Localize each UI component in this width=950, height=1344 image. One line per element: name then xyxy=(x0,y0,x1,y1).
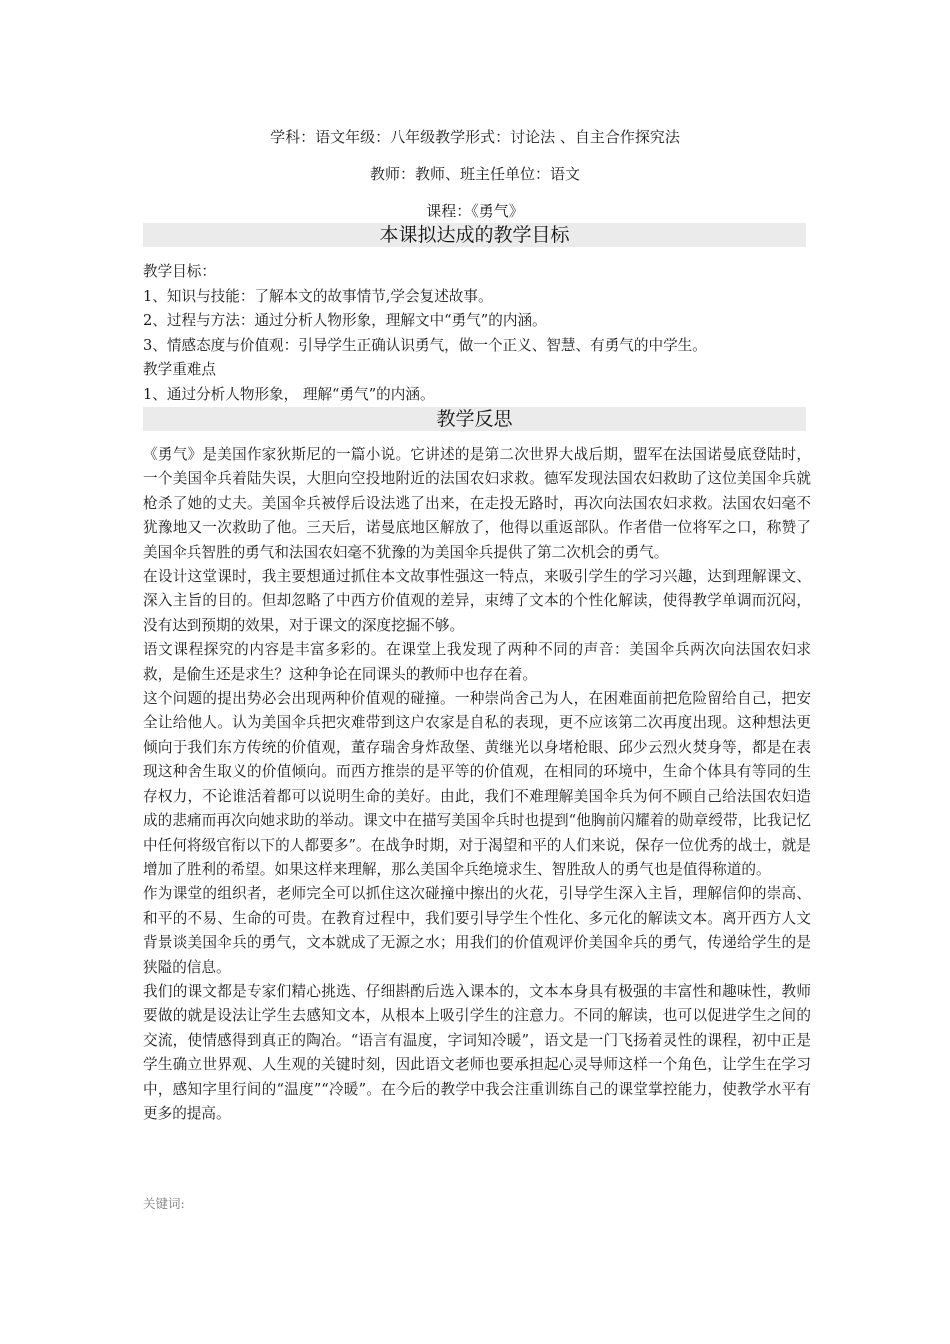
teacher-line: 教师：教师、班主任单位：语文 xyxy=(369,165,580,183)
reflection-paragraph: 语文课程探究的内容是丰富多彩的。在课堂上我发现了两种不同的声音：美国伞兵两次向法国农妇求救，是偷生还是求生？这种争论在同课头的教师中也存在着。 xyxy=(143,641,811,683)
subject-line: 学科：语文年级：八年级教学形式：讨论法 、自主合作探究法 xyxy=(270,128,680,146)
reflection-paragraph: 作为课堂的组织者，老师完全可以抓住这次碰撞中擦出的火花，引导学生深入主旨，理解信仰的崇高、和平的不易、生命的可贵。在教育过程中，我们要引导学生个性化、多元化的解读文本。离开西方人文背景谈美国伞兵的勇气，文本就成了无源之水；用我们的价值观评价美国伞兵的勇气，传递给学生的是狭隘的信息。 xyxy=(143,885,811,976)
goal-item: 1、知识与技能：了解本文的故事情节,学会复述故事。 xyxy=(143,287,493,305)
course-line: 课程：《勇气》 xyxy=(426,202,524,220)
goals-block xyxy=(143,260,811,407)
goals-section-title: 本课拟达成的教学目标 xyxy=(143,223,806,247)
reflection-paragraph: 《勇气》是美国作家狄斯尼的一篇小说。它讲述的是第二次世界大战后期，盟军在法国诺曼底登陆时，一个美国伞兵着陆失误，大胆向空投地附近的法国农妇求救。德军发现法国农妇救助了这位美国伞兵就枪杀了她的丈夫。美国伞兵被俘后设法逃了出来，在走投无路时，再次向法国农妇求救。法国农妇毫不犹豫地又一次救助了他。三天后，诺曼底地区解放了，他得以重返部队。作者借一位将军之口，称赞了美国伞兵智胜的勇气和法国农妇毫不犹豫的为美国伞兵提供了第二次机会的勇气。 xyxy=(143,446,811,561)
reflection-block xyxy=(143,443,811,1126)
reflection-paragraph: 在设计这堂课时，我主要想通过抓住本文故事性强这一特点，来吸引学生的学习兴趣，达到理解课文、深入主旨的目的。但却忽略了中西方价值观的差异，束缚了文本的个性化解读，使得教学单调而沉闷，没有达到预期的效果，对于课文的深度挖掘不够。 xyxy=(143,568,811,634)
difficulty-item: 1、通过分析人物形象， 理解“勇气”的内涵。 xyxy=(143,385,435,403)
reflection-paragraph: 我们的课文都是专家们精心挑选、仔细斟酌后选入课本的，文本本身具有极强的丰富性和趣味性，教师要做的就是设法让学生去感知文本，从根本上吸引学生的注意力。不同的解读，也可以促进学生之间的交流，使情感得到真正的陶冶。“语言有温度，字词知冷暖”，语文是一门飞扬着灵性的课程，初中正是学生确立世界观、人生观的关键时刻，因此语文老师也要承担起心灵导师这样一个角色，让学生在学习中，感知字里行间的“温度”“冷暖”。在今后的教学中我会注重训练自己的课堂掌控能力，使教学水平有更多的提高。 xyxy=(143,982,811,1122)
keywords-label: 关键词: xyxy=(143,1196,185,1211)
reflection-section-title: 教学反思 xyxy=(143,407,806,431)
reflection-paragraph: 这个问题的提出势必会出现两种价值观的碰撞。一种崇尚舍己为人，在困难面前把危险留给自己，把安全让给他人。认为美国伞兵把灾难带到这户农家是自私的表现，更不应该第二次再度出现。这种想法更倾向于我们东方传统的价值观，董存瑞舍身炸敌堡、黄继光以身堵枪眼、邱少云烈火焚身等，都是在表现这种舍生取义的价值倾向。而西方推崇的是平等的价值观，在相同的环境中，生命个体具有等同的生存权力，不论谁活着都可以说明生命的美好。由此，我们不难理解美国伞兵为何不顾自己给法国农妇造成的悲痛而再次向她求助的举动。课文中在描写美国伞兵时也提到“他胸前闪耀着的勋章绶带，比我记忆中任何将级官衔以下的人都要多”。在战争时期，对于渴望和平的人们来说，保存一位优秀的战士，就是增加了胜利的希望。如果这样来理解，那么美国伞兵绝境求生、智胜敌人的勇气也是值得称道的。 xyxy=(143,690,811,878)
goals-label: 教学目标： xyxy=(143,263,216,280)
goal-item: 3、情感态度与价值观：引导学生正确认识勇气，做一个正义、智慧、有勇气的中学生。 xyxy=(143,336,707,354)
difficulty-label: 教学重难点 xyxy=(143,361,216,378)
goal-item: 2、过程与方法：通过分析人物形象，理解文中“勇气”的内涵。 xyxy=(143,312,547,329)
